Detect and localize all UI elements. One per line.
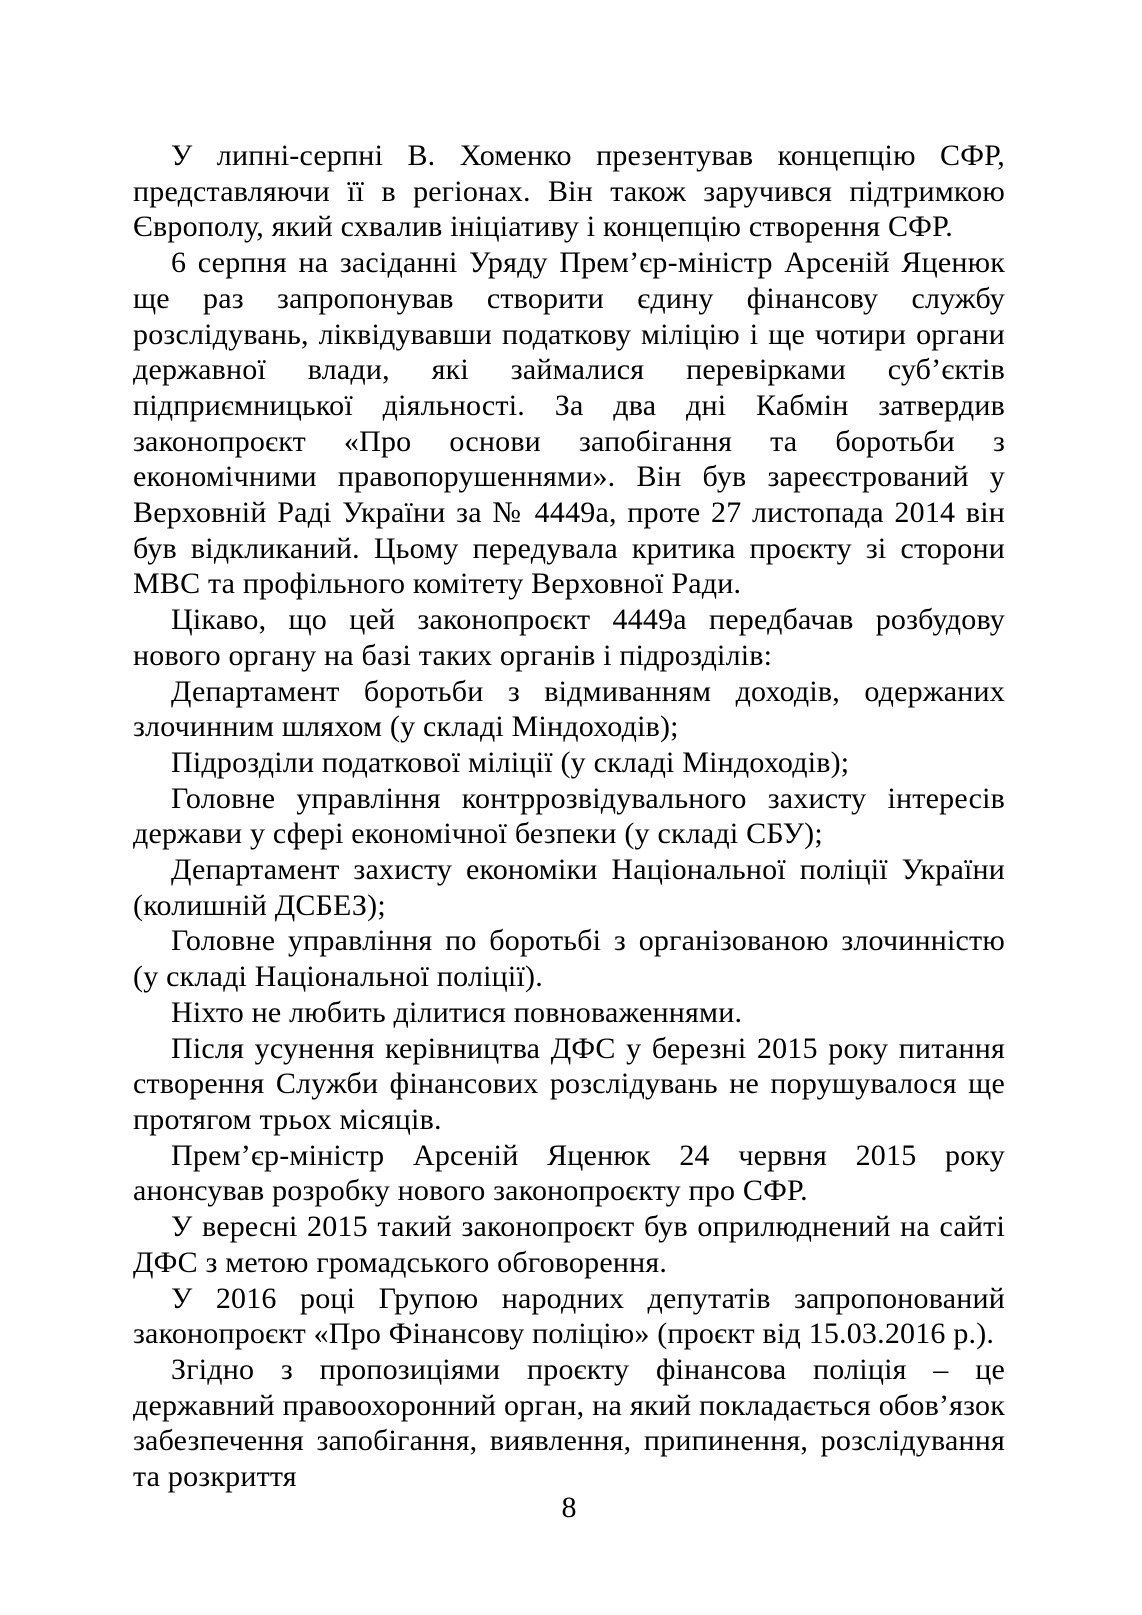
text-block bbox=[133, 138, 1005, 1495]
paragraph: У липні-серпні В. Хоменко презентував концепцію СФР, представляючи її в регіонах. Він також заручився підтримкою Європолу, який схвалив ініціативу і концепцію створення СФР. bbox=[133, 139, 1005, 244]
paragraph: Підрозділи податкової міліції (у складі Міндоходів); bbox=[171, 745, 850, 779]
paragraph: Головне управління по боротьбі з організованою злочинністю (у складі Національної поліції). bbox=[133, 924, 1005, 994]
paragraph: Цікаво, що цей законопроєкт 4449а передбачав розбудову нового органу на базі таких органів і підрозділів: bbox=[133, 603, 1005, 672]
page-number: 8 bbox=[561, 1491, 577, 1524]
paragraph: Після усунення керівництва ДФС у березні 2015 року питання створення Служби фінансових розслідувань не порушувалося ще протягом трьох місяців. bbox=[133, 1031, 1005, 1136]
paragraph: Ніхто не любить ділитися повноваженнями. bbox=[171, 995, 743, 1029]
paragraph: Департамент боротьби з відмиванням доходів, одержаних злочинним шляхом (у складі Міндоходів); bbox=[133, 674, 1005, 744]
paragraph: 6 серпня на засіданні Уряду Прем’єр-міністр Арсеній Яценюк ще раз запропонував створити єдину фінансову службу розслідувань, ліквідувавши податкову міліцію і ще чотири органи державної влади, які займалися перевірками суб’єктів підприємницької діяльності. За два дні Кабмін затвердив законопроєкт «Про основи запобігання та боротьби з економічними правопорушеннями». Він був зареєстрований у Верховній Раді України за № 4449а, проте 27 листопада 2014 він був відкликаний. Цьому передувала критика проєкту зі сторони МВС та профільного комітету Верховної Ради. bbox=[133, 246, 1005, 601]
paragraph: Департамент захисту економіки Національної поліції України (колишній ДСБЕЗ); bbox=[133, 853, 1005, 922]
paragraph: У 2016 році Групою народних депутатів запропонований законопроєкт «Про Фінансову поліцію» (проєкт від 15.03.2016 р.). bbox=[133, 1281, 1005, 1351]
paragraph: Головне управління контррозвідувального захисту інтересів держави у сфері економічної безпеки (у складі СБУ); bbox=[133, 781, 1005, 851]
paragraph: У вересні 2015 такий законопроєкт був оприлюднений на сайті ДФС з метою громадського обговорення. bbox=[133, 1210, 1005, 1279]
paragraph: Прем’єр-міністр Арсеній Яценюк 24 червня 2015 року анонсував розробку нового законопроєкту про СФР. bbox=[133, 1138, 1005, 1208]
paragraph: Згідно з пропозиціями проєкту фінансова поліція – це державний правоохоронний орган, на який покладається обов’язок забезпечення запобігання, виявлення, припинення, розслідування та розкриття bbox=[133, 1352, 1005, 1494]
